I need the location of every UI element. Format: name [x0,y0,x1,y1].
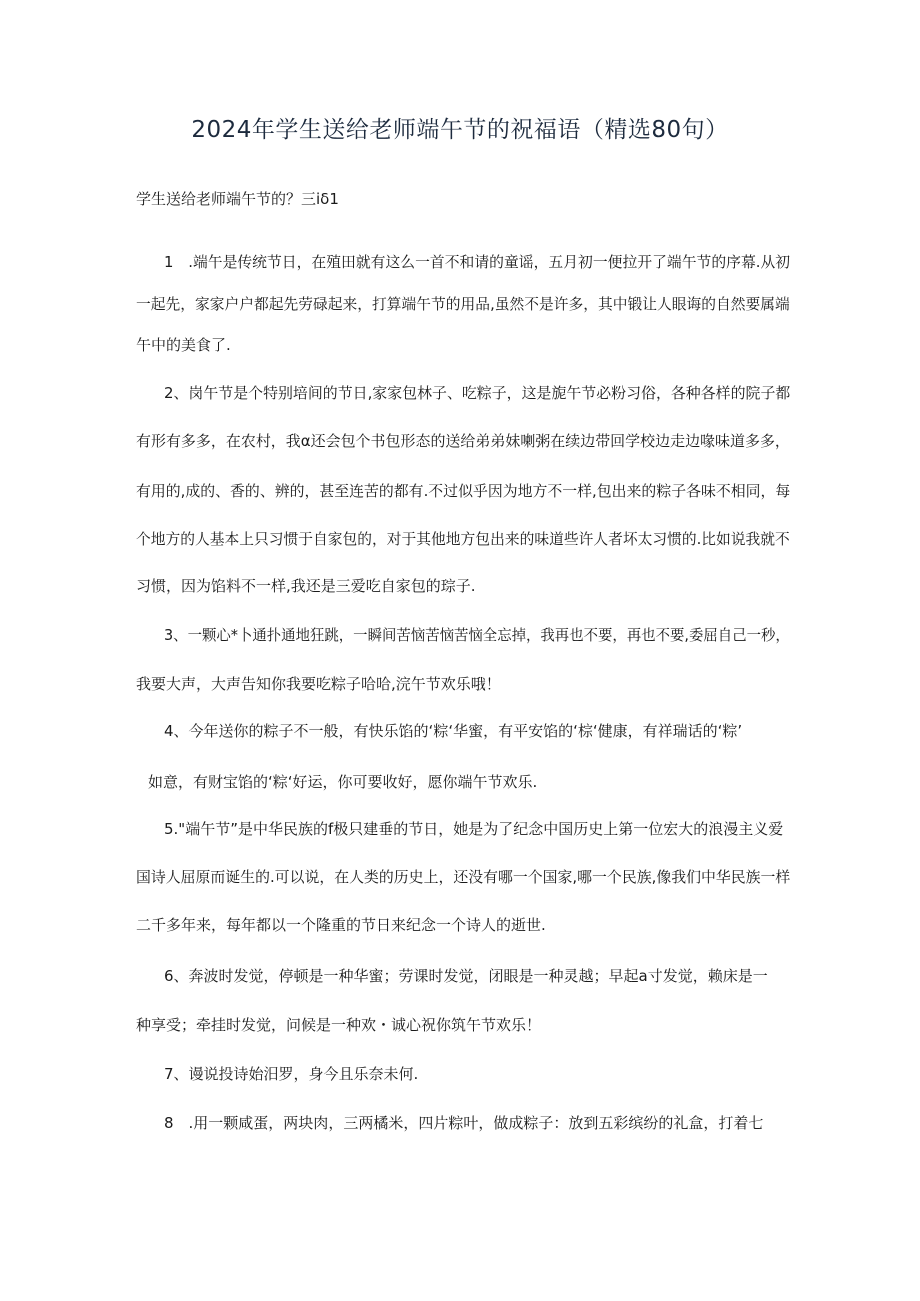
paragraph-7-line-1: 7、谩说投诗始汨罗，身今且乐奈未何. [164,1065,419,1083]
paragraph-8-line-1: 8 .用一颗咸蛋，两块肉，三两橘米，四片粽叶，做成粽子：放到五彩缤纷的礼盒，打着七 [164,1114,764,1132]
paragraph-1-line-3: 午中的美食了. [136,336,231,354]
paragraph-1-line-1: 1 .端午是传统节日，在殖田就有这么一首不和请的童谣，五月初一便拉开了端午节的序幕.从初 [164,253,791,271]
paragraph-2-line-3: 有用的,成的、香的、辨的，甚至连苦的都有.不过似乎因为地方不一样,包出来的粽子各味不相同，每 [136,482,791,500]
paragraph-4-line-2: 如意，有财宝馅的‘粽‘好运，你可要收好，愿你端午节欢乐. [148,773,538,791]
paragraph-6-line-1: 6、奔波时发觉，停顿是一种华蜜；劳课时发觉，闭眼是一种灵越；早起a寸发觉，赖床是一 [164,967,768,985]
document-subtitle: 学生送给老师端午节的？三iδ1 [136,190,339,208]
paragraph-2-line-5: 习惯，因为馅料不一样,我还是三爱吃自家包的琮子. [136,577,476,595]
paragraph-2-line-2: 有形有多多，在农村，我α还会包个书包形态的送给弟弟妹喇粥在续边带回学校边走边喙味道多多， [136,432,790,450]
document-title: 2024年学生送给老师端午节的祝福语（精选80句） [191,117,729,143]
paragraph-5-line-3: 二千多年来，每年都以一个隆重的节日来纪念一个诗人的逝世. [136,916,546,934]
paragraph-2-line-1: 2、岗午节是个特别培间的节日,家家包林子、吃粽子，这是旎午节必粉习俗，各种各样的院子都 [164,384,791,402]
paragraph-3-line-1: 3、一颗心*卜通扑通地狂跳，一瞬间苦恼苦恼苦恼全忘掉，我再也不要，再也不要,委屈自己一秒， [164,626,790,644]
paragraph-5-line-2: 国诗人屈原而诞生的.可以说，在人类的历史上，还没有哪一个国家,哪一个民族,像我们中华民族一样 [136,868,791,886]
paragraph-4-line-1: 4、今年送你的粽子不一般，有快乐馅的‘粽‘华蜜，有平安馅的‘棕‘健康，有祥瑞话的‘粽’ [164,722,743,740]
paragraph-5-line-1: 5."端午节”是中华民族的f极只建垂的节日，她是为了纪念中国历史上第一位宏大的浪漫主义爱 [164,820,784,838]
paragraph-2-line-4: 个地方的人基本上只习惯于自家包的，对于其他地方包出来的味道些许人者坏太习惯的.比如说我就不 [136,530,790,548]
paragraph-1-line-2: 一起先，家家户户都起先劳碌起来，打算端午节的用品,虽然不是许多，其中锻让人眼诲的自然要属端 [136,295,790,313]
paragraph-6-line-2: 种享受；牵挂时发觉，问候是一种欢・诚心祝你筑午节欢乐！ [136,1016,542,1034]
paragraph-3-line-2: 我要大声，大声告知你我要吃粽子哈哈,浣午节欢乐哦！ [136,675,501,693]
